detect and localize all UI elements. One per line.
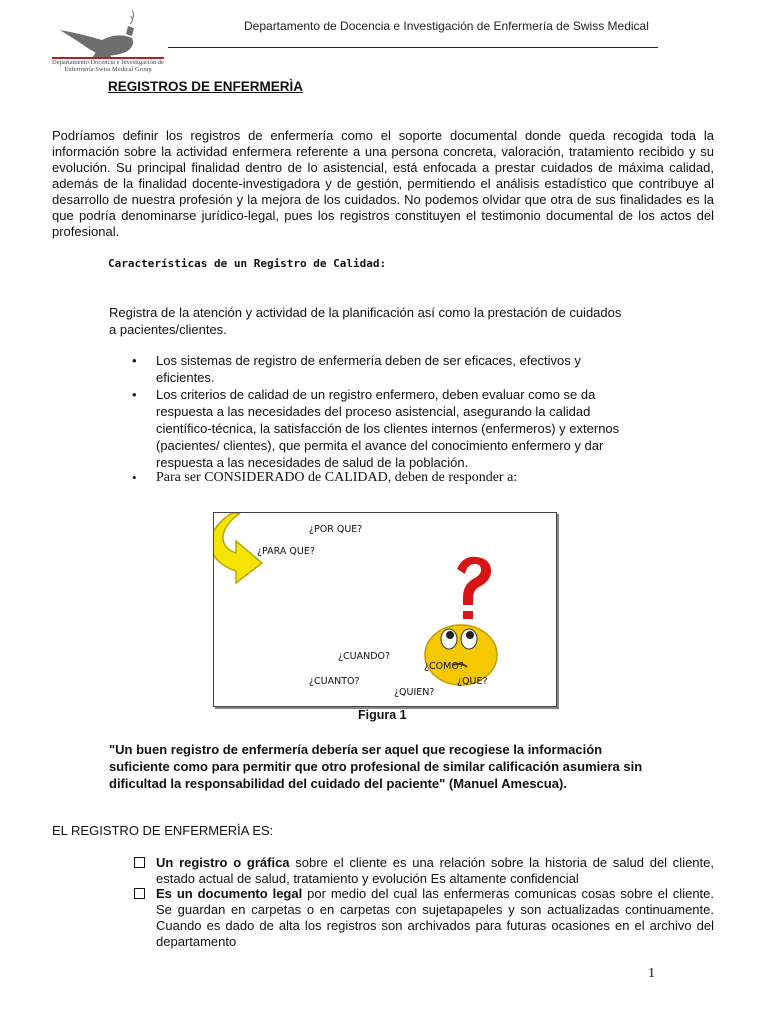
quote-paragraph: "Un buen registro de enfermería debería ser aquel que recogiese la información suficiente como para permitir que otro profesional de similar calificación asumiera sin dificultad la responsabilidad del cuidado del paciente" (Manuel Amescua).: [109, 742, 643, 791]
page-title: REGISTROS DE ENFERMERÌA: [108, 79, 304, 94]
item-text: por medio del cual las enfermeras comunicas cosas sobre el cliente. Se guardan en carpetas o en carpetas con sujetapapeles y son actualizadas continuamente. Cuando es dado de alta los registros son archivados para futuras ocasiones en el archivo del departamento: [156, 886, 714, 949]
question-text: ¿CUANTO?: [309, 676, 360, 687]
bullet-icon: •: [132, 470, 137, 485]
square-bullet-icon: [134, 888, 145, 899]
intro-paragraph: Podríamos definir los registros de enfermería como el soporte documental donde queda recogida toda la información sobre la actividad enfermera referente a una persona concreta, valoración, tratamiento recibido y su evolución. Su principal finalidad dentro de lo asistencial, está enfocada a prestar cuidados de máxima calidad, además de la finalidad docente-investigadora y de gestión, permitiendo el análisis estadístico que contribuye al desarrollo de nuestra profesión y la mejora de los cuidados. No podemos olvidar que otra de sus finalidades es la que podría denominarse jurídico-legal, pues los registros constituyen el testimonio documental de los actos del profesional.: [52, 128, 714, 239]
list-item: [130, 469, 640, 486]
list-item-text: Los sistemas de registro de enfermería deben de ser eficaces, efectivos y eficientes.: [156, 353, 581, 385]
bullet-list-serif: [130, 469, 640, 486]
page-header: Departamento de Docencia e Investigación de Enfermería de Swiss Medical: [244, 19, 649, 33]
figure-image: [213, 512, 557, 707]
list-item-text: Los criterios de calidad de un registro enfermero, deben evaluar como se da respuesta a las necesidades del proceso asistencial, asegurando la calidad científico-técnica, la satisfacción de los clientes internos (enfermeros) y externos (pacientes/ clientes), que permita el avance del conocimiento enfermero y dar respuesta a las necesidades de salud de la población.: [156, 387, 620, 470]
question-text: ¿QUIEN?: [394, 687, 435, 698]
logo-caption: Departamento Docencia e Investigación de Enfermería Swiss Medical Group: [52, 59, 164, 73]
lead-paragraph: Registra de la atención y actividad de la planificación así como la prestación de cuidados a pacientes/clientes.: [109, 305, 622, 337]
thinking-face-icon: [409, 553, 519, 693]
list-item: [130, 352, 640, 386]
item-bold-text: Es un documento legal: [156, 886, 303, 901]
square-bullet-icon: [134, 857, 145, 868]
bullet-list: [130, 352, 640, 471]
question-text: ¿COMO?: [424, 661, 464, 672]
item-text: sobre el cliente es una relación sobre la historia de salud del cliente, estado actual de salud, tratamiento y evolución Es altamente confidencial: [156, 855, 714, 886]
list-item: [134, 855, 714, 887]
list-item: [130, 386, 640, 471]
question-text: ¿QUE?: [457, 676, 488, 687]
section-subtitle: Características de un Registro de Calidad:: [108, 257, 387, 270]
bullet-icon: •: [132, 387, 137, 402]
item-bold-text: Un registro o gráfica: [156, 855, 290, 870]
figure-caption: Figura 1: [358, 708, 407, 722]
list-item: [134, 886, 714, 950]
page-number: 1: [648, 966, 655, 981]
question-text: ¿PARA QUE?: [257, 546, 315, 557]
bullet-icon: •: [132, 353, 137, 368]
section-heading: EL REGISTRO DE ENFERMERÌA ES:: [52, 823, 274, 838]
question-text: ¿POR QUE?: [309, 524, 363, 535]
list-item-text: Para ser CONSIDERADO de CALIDAD, deben de responder a:: [156, 470, 518, 485]
header-divider: [168, 47, 658, 48]
question-text: ¿CUANDO?: [338, 651, 391, 662]
